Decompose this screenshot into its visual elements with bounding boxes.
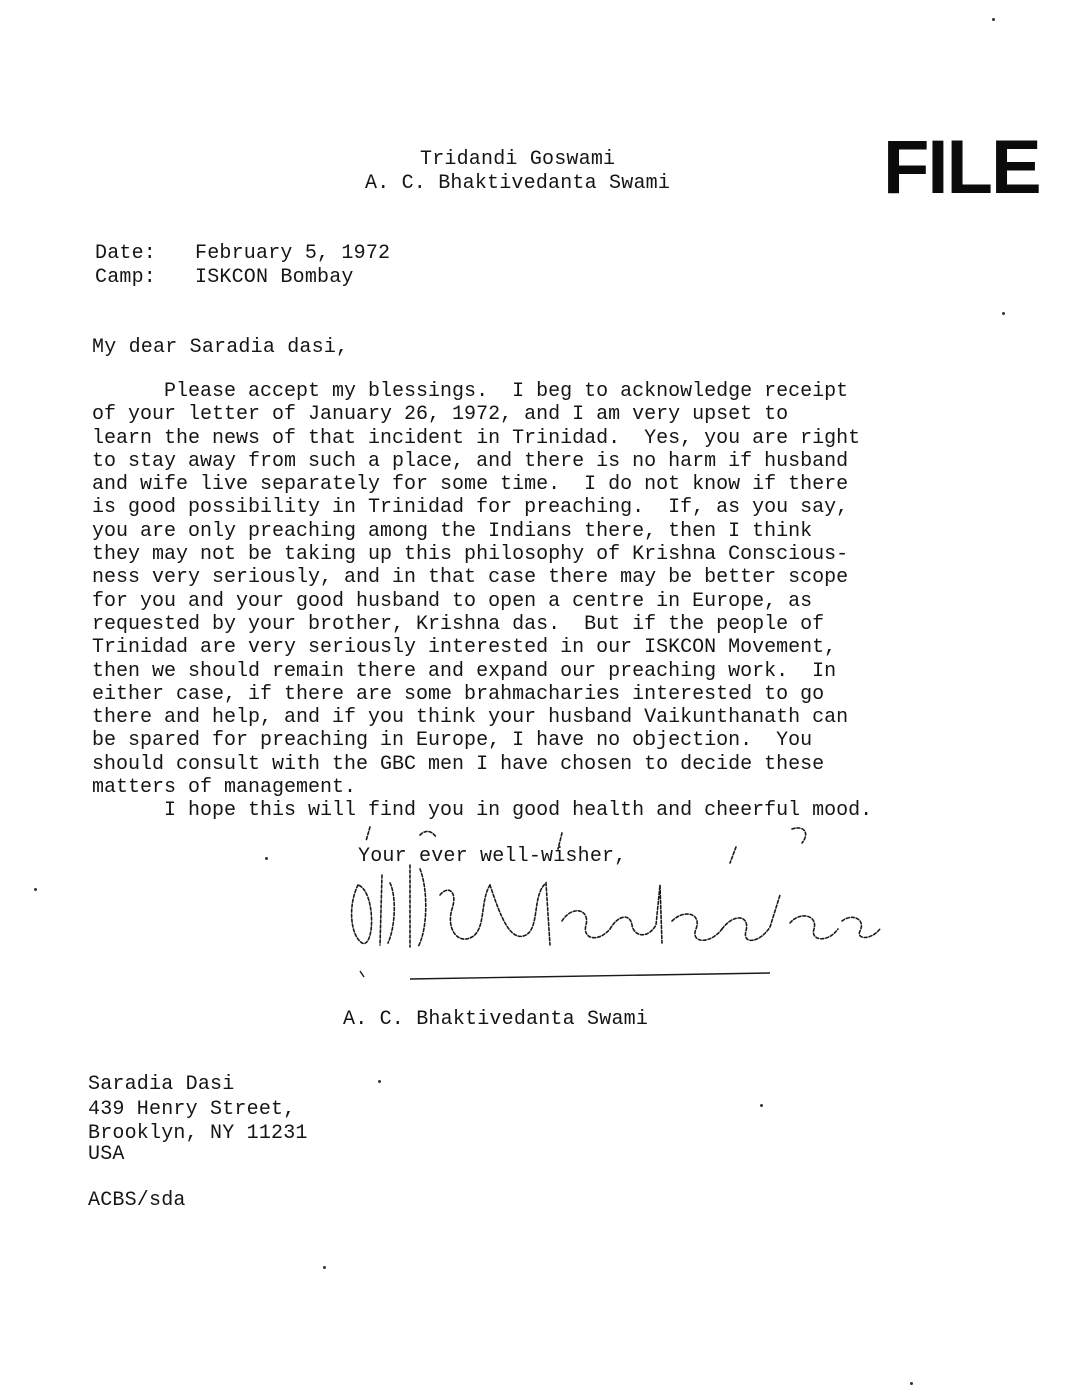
camp-value: ISKCON Bombay [195,266,354,289]
body-line: Trinidad are very seriously interested in our ISKCON Movement, [92,636,837,660]
body-line: be spared for preaching in Europe, I have no objection. You [92,729,813,753]
scan-speck [760,1104,763,1107]
body-line: either case, if there are some brahmacharies interested to go [92,682,825,706]
body-line: of your letter of January 26, 1972, and I am very upset to [92,403,789,427]
body-line: they may not be taking up this philosophy of Krishna Conscious- [92,543,849,567]
body-line: and wife live separately for some time. I do not know if there [92,473,849,497]
closing: Your ever well-wisher, [358,845,627,868]
scan-speck [992,18,995,21]
recipient-country: USA [88,1143,125,1166]
body-line: then we should remain there and expand our preaching work. In [92,659,837,683]
body-line: matters of management. [92,776,357,800]
body-line: requested by your brother, Krishna das. But if the people of [92,612,825,636]
body-line: Please accept my blessings. I beg to acknowledge receipt [92,380,849,403]
scan-speck [265,857,268,860]
body-line: to stay away from such a place, and there is no harm if husband [92,449,849,473]
file-stamp: FILE [883,125,1040,210]
header-title-line1: Tridandi Goswami [420,148,616,171]
body-line: learn the news of that incident in Trinidad. Yes, you are right [92,426,861,450]
scan-speck [34,888,37,891]
body-line: for you and your good husband to open a centre in Europe, as [92,589,813,613]
camp-label: Camp: [95,266,157,289]
reference-initials: ACBS/sda [88,1189,186,1212]
scan-speck [323,1266,326,1269]
body-line: I hope this will find you in good health and cheerful mood. [92,799,873,823]
scan-speck [1002,312,1005,315]
body-line: there and help, and if you think your husband Vaikunthanath can [92,706,849,730]
body-line: ness very seriously, and in that case there may be better scope [92,566,849,590]
letter-body [92,380,872,823]
body-line: should consult with the GBC men I have chosen to decide these [92,752,825,776]
salutation: My dear Saradia dasi, [92,336,349,359]
recipient-name: Saradia Dasi [88,1073,235,1096]
body-line: is good possibility in Trinidad for preaching. If, as you say, [92,496,849,520]
header-title-line2: A. C. Bhaktivedanta Swami [365,172,671,195]
date-label: Date: [95,242,157,265]
date-value: February 5, 1972 [195,242,391,265]
body-line: you are only preaching among the Indians there, then I think [92,519,813,543]
recipient-city: Brooklyn, NY 11231 [88,1122,308,1145]
scan-speck [910,1382,913,1385]
scan-speck [378,1080,381,1083]
signature-name: A. C. Bhaktivedanta Swami [343,1008,649,1031]
handwritten-signature [340,825,900,995]
recipient-street: 439 Henry Street, [88,1098,296,1121]
